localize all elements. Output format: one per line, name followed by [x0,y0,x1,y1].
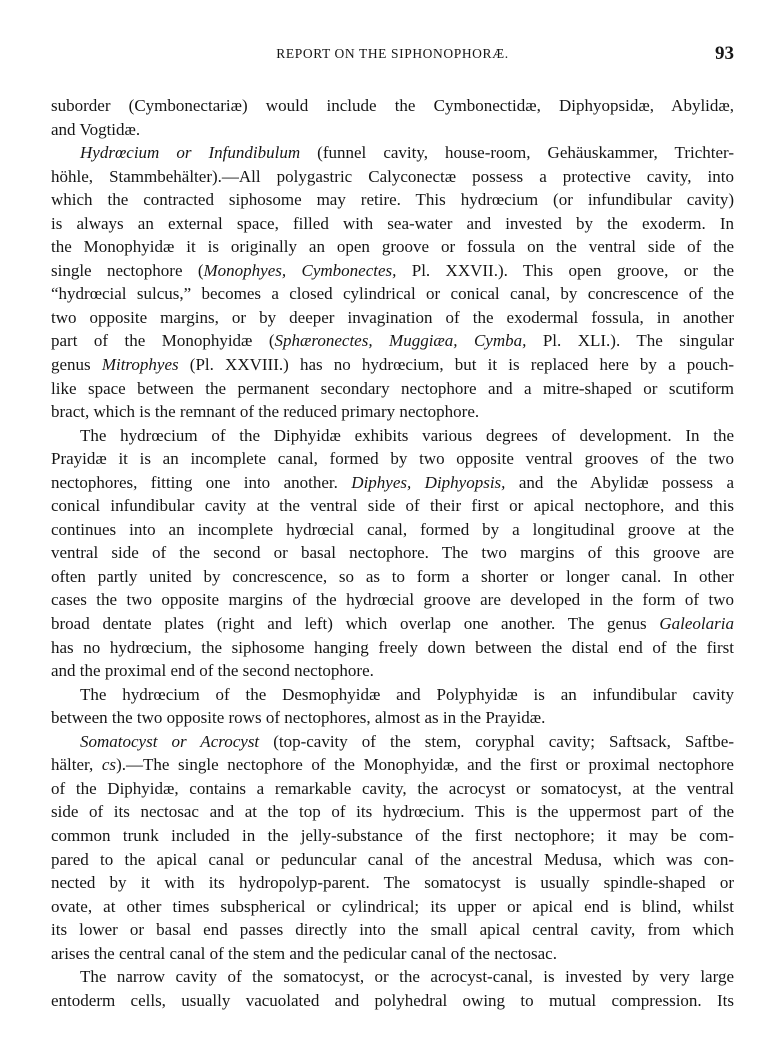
text-segment: arises the central canal of the stem and the pedicular canal of the nectosac. [51,943,557,963]
text-segment: Pl. XXVII.). This open groove, or the [396,260,734,280]
text-segment: The narrow cavity of the somatocyst, or the acrocyst-canal, is invested by very large [80,967,734,987]
running-title: REPORT ON THE SIPHONOPHORÆ. [276,46,509,61]
text-line [51,282,734,306]
text-segment: and Vogtidæ. [51,119,141,139]
text-line [51,848,734,872]
italic-term: Somatocyst or Acrocyst [80,731,260,751]
text-line [51,706,734,730]
text-line [51,235,734,259]
text-segment: entoderm cells, usually vacuolated and polyhedral owing to mutual compression. Its [51,990,734,1010]
text-line [51,141,734,165]
text-segment: common trunk included in the jelly-substance of the first nectophore; it may be com- [51,825,734,845]
text-segment: has no hydrœcium, the siphosome hanging freely down between the distal end of the first [51,637,734,657]
italic-term: Monophyes, Cymbonectes, [203,260,397,280]
text-line [51,329,734,353]
text-line [51,494,734,518]
text-line [51,165,734,189]
body-text [51,94,734,1012]
page-number: 93 [715,43,734,64]
text-line [51,306,734,330]
text-segment: “hydrœcial sulcus,” becomes a closed cylindrical or conical canal, by concrescence of the [51,284,734,304]
text-line [51,800,734,824]
italic-term: Galeolaria [659,614,734,634]
text-line [51,118,734,142]
text-segment: The hydrœcium of the Desmophyidæ and Polyphyidæ is an infundibular cavity [80,684,734,704]
text-segment: broad dentate plates (right and left) which overlap one another. The genus [51,614,660,634]
text-line [51,377,734,401]
text-line [51,636,734,660]
text-line [51,942,734,966]
text-segment: cases the two opposite margins of the hydrœcial groove are developed in the form of two [51,590,734,610]
text-line [51,659,734,683]
text-line [51,824,734,848]
text-line [51,188,734,212]
text-segment: two opposite margins, or by deeper invagination of the exodermal fossula, in another [51,307,734,327]
text-line [51,541,734,565]
text-line [51,753,734,777]
text-segment: genus [51,355,102,375]
text-segment: and the proximal end of the second nectophore. [51,661,374,681]
text-segment: (funnel cavity, house-room, Gehäuskammer, Trichter- [300,143,734,163]
text-line [51,895,734,919]
text-segment: bract, which is the remnant of the reduced primary nectophore. [51,402,480,422]
italic-term: Hydrœcium or Infundibulum [80,143,301,163]
text-segment: which the contracted siphosome may retire. This hydrœcium (or infundibular cavity) [51,190,734,210]
text-line [51,424,734,448]
italic-term: Diphyes, Diphyopsis, [351,472,506,492]
text-segment: hälter, [51,755,102,775]
text-segment: pared to the apical canal or peduncular canal of the ancestral Medusa, which was con- [51,849,734,869]
text-line [51,588,734,612]
text-line [51,471,734,495]
text-line [51,989,734,1013]
italic-term: Mitrophyes [101,355,179,375]
text-line [51,353,734,377]
text-segment: part of the Monophyidæ ( [51,331,275,351]
text-line [51,612,734,636]
text-line [51,447,734,471]
text-segment: Pl. XLI.). The singular [526,331,734,351]
text-segment: often partly united by concrescence, so as to form a shorter or longer canal. In other [51,566,734,586]
text-segment: its lower or basal end passes directly into the small apical central cavity, from which [51,920,734,940]
text-segment: The hydrœcium of the Diphyidæ exhibits various degrees of development. In the [80,425,734,445]
text-segment: the Monophyidæ it is originally an open groove or fossula on the ventral side of the [51,237,734,257]
text-segment: of the Diphyidæ, contains a remarkable cavity, the acrocyst or somatocyst, at the ventral [51,778,734,798]
text-segment: ovate, at other times subspherical or cylindrical; its upper or apical end is blind, whilst [51,896,734,916]
text-segment: single nectophore ( [51,260,204,280]
text-segment: and the Abylidæ possess a [505,472,734,492]
text-segment: is always an external space, filled with sea-water and invested by the exoderm. In [51,213,734,233]
text-line [51,400,734,424]
text-segment: nectophores, fitting one into another. [51,472,352,492]
text-line [51,683,734,707]
text-line [51,965,734,989]
text-line [51,730,734,754]
text-line [51,918,734,942]
text-segment: side of its nectosac and at the top of its hydrœcium. This is the uppermost part of the [51,802,734,822]
text-line [51,94,734,118]
text-segment: continues into an incomplete hydrœcial canal, formed by a longitudinal groove at the [51,519,734,539]
text-segment: conical infundibular cavity at the ventral side of their first or apical nectophore, and this [51,496,734,516]
text-segment: nected by it with its hydropolyp-parent. The somatocyst is usually spindle-shaped or [51,873,734,893]
text-segment: like space between the permanent secondary nectophore and a mitre-shaped or scutiform [51,378,734,398]
text-segment: ).—The single nectophore of the Monophyidæ, and the first or proximal nectophore [116,755,734,775]
text-line [51,212,734,236]
text-line [51,565,734,589]
text-segment: (Pl. XXVIII.) has no hydrœcium, but it is replaced here by a pouch- [178,355,734,375]
italic-term: Sphæronectes, Muggiæa, Cymba, [274,331,527,351]
text-segment: höhle, Stammbehälter).—All polygastric Calyconectæ possess a protective cavity, into [51,166,734,186]
text-line [51,259,734,283]
italic-term: cs [101,755,117,775]
text-segment: Prayidæ it is an incomplete canal, formed by two opposite ventral grooves of the two [51,449,734,469]
text-segment: (top-cavity of the stem, coryphal cavity; Saftsack, Saftbe- [259,731,734,751]
running-head [51,43,734,65]
text-segment: suborder (Cymbonectariæ) would include the Cymbonectidæ, Diphyopsidæ, Abylidæ, [51,96,734,115]
text-line [51,871,734,895]
text-line [51,518,734,542]
text-segment: between the two opposite rows of nectophores, almost as in the Prayidæ. [51,708,546,728]
text-segment: ventral side of the second or basal nectophore. The two margins of this groove are [51,543,734,563]
text-line [51,777,734,801]
